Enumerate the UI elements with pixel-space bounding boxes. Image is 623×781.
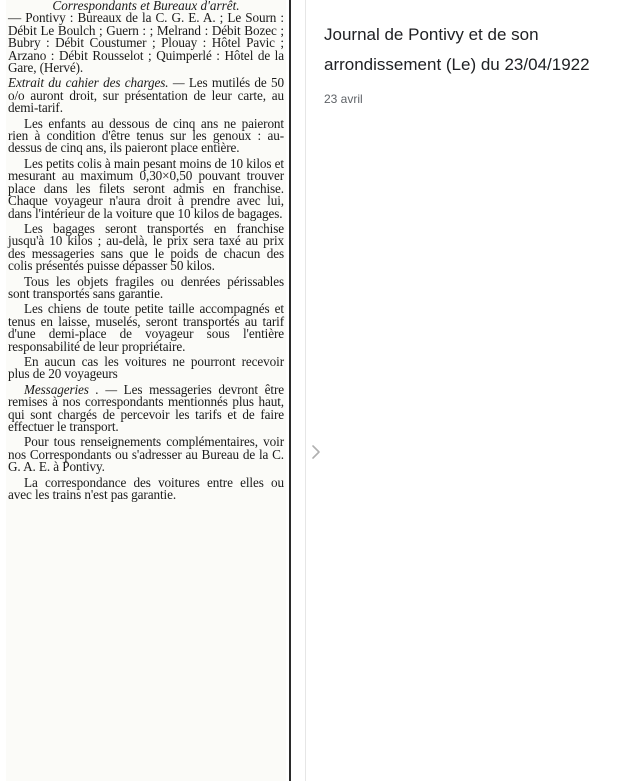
paragraph-text: Les messageries devront être remises à nos correspondants mentionnés plus haut, qui sont chargés de percevoir les tarifs et de faire effectuer le transport. — [8, 381, 284, 434]
paragraph: Tous les objets fragiles ou denrées périssables sont transportés sans garantie. — [8, 273, 284, 301]
paragraph: Pour tous renseignements complémentaires, voir nos Correspondants ou s'adresser au Bureau de la C. G. A. E. à Pontivy. — [8, 434, 284, 475]
paragraph — [8, 381, 284, 434]
paragraph: En aucun cas les voitures ne pourront recevoir plus de 20 voyageurs — [8, 353, 284, 382]
chevron-right-icon[interactable] — [308, 441, 324, 463]
paragraph: Les petits colis à main pesant moins de 10 kilos et mesurant au maximum 0,30×0,50 pouvant trouver place dans les filets seront admis en franchise. Chaque voyageur n'aura droit à prendre avec lui, dans l'intérieur de la voiture que 10 kilos de bagages. — [8, 155, 284, 221]
document-info-panel — [324, 0, 623, 781]
messageries-lead: Messageries . — — [24, 381, 117, 397]
paragraph: Les chiens de toute petite taille accompagnés et tenus en laisse, muselés, seront transportés au tarif d'une demi-place de voyageur sous l'entière responsabilité de leur propriétaire. — [8, 301, 284, 354]
document-title: Journal de Pontivy et de son arrondissement (Le) du 23/04/1922 — [324, 25, 590, 74]
paragraph: La correspondance des voitures entre elles ou avec les trains n'est pas garantie. — [8, 474, 284, 503]
document-date: 23 avril — [324, 92, 363, 106]
section-heading: Correspondants et Bureaux d'arrêt. — [52, 0, 240, 13]
paragraph — [8, 77, 284, 114]
paragraph-text: Les mutilés de 50 o/o auront droit, sur présentation de leur carte, au demi-tarif. — [8, 75, 284, 116]
paragraph: Les bagages seront transportés en franchise jusqu'à 10 kilos ; au-delà, le prix sera taxé au prix des messageries sans que le poids de chacun des colis présentés puisse dépasser 50 kilos. — [8, 220, 284, 274]
newspaper-text — [6, 0, 286, 501]
column-rule — [289, 0, 291, 781]
newspaper-column — [6, 0, 286, 781]
scan-image-panel[interactable] — [0, 0, 305, 781]
extrait-lead: Extrait du cahier des charges. — — [8, 75, 185, 91]
paragraph: Les enfants au dessous de cinq ans ne paieront rien à condition d'être tenus sur les genoux : au-dessus de cinq ans, ils paieront place entière. — [8, 115, 284, 156]
panel-divider — [305, 0, 306, 781]
paragraph: — Pontivy : Bureaux de la C. G. E. A. ; Le Sourn : Débit Le Boulch ; Guern : ; Melrand : Débit Bozec ; Bubry : Débit Coustumer ; Plouay : Hôtel Pavic ; Arzano : Débit Rousselot ; Quimperlé : Hôtel de la Gare, (Hervé). — [8, 10, 284, 76]
